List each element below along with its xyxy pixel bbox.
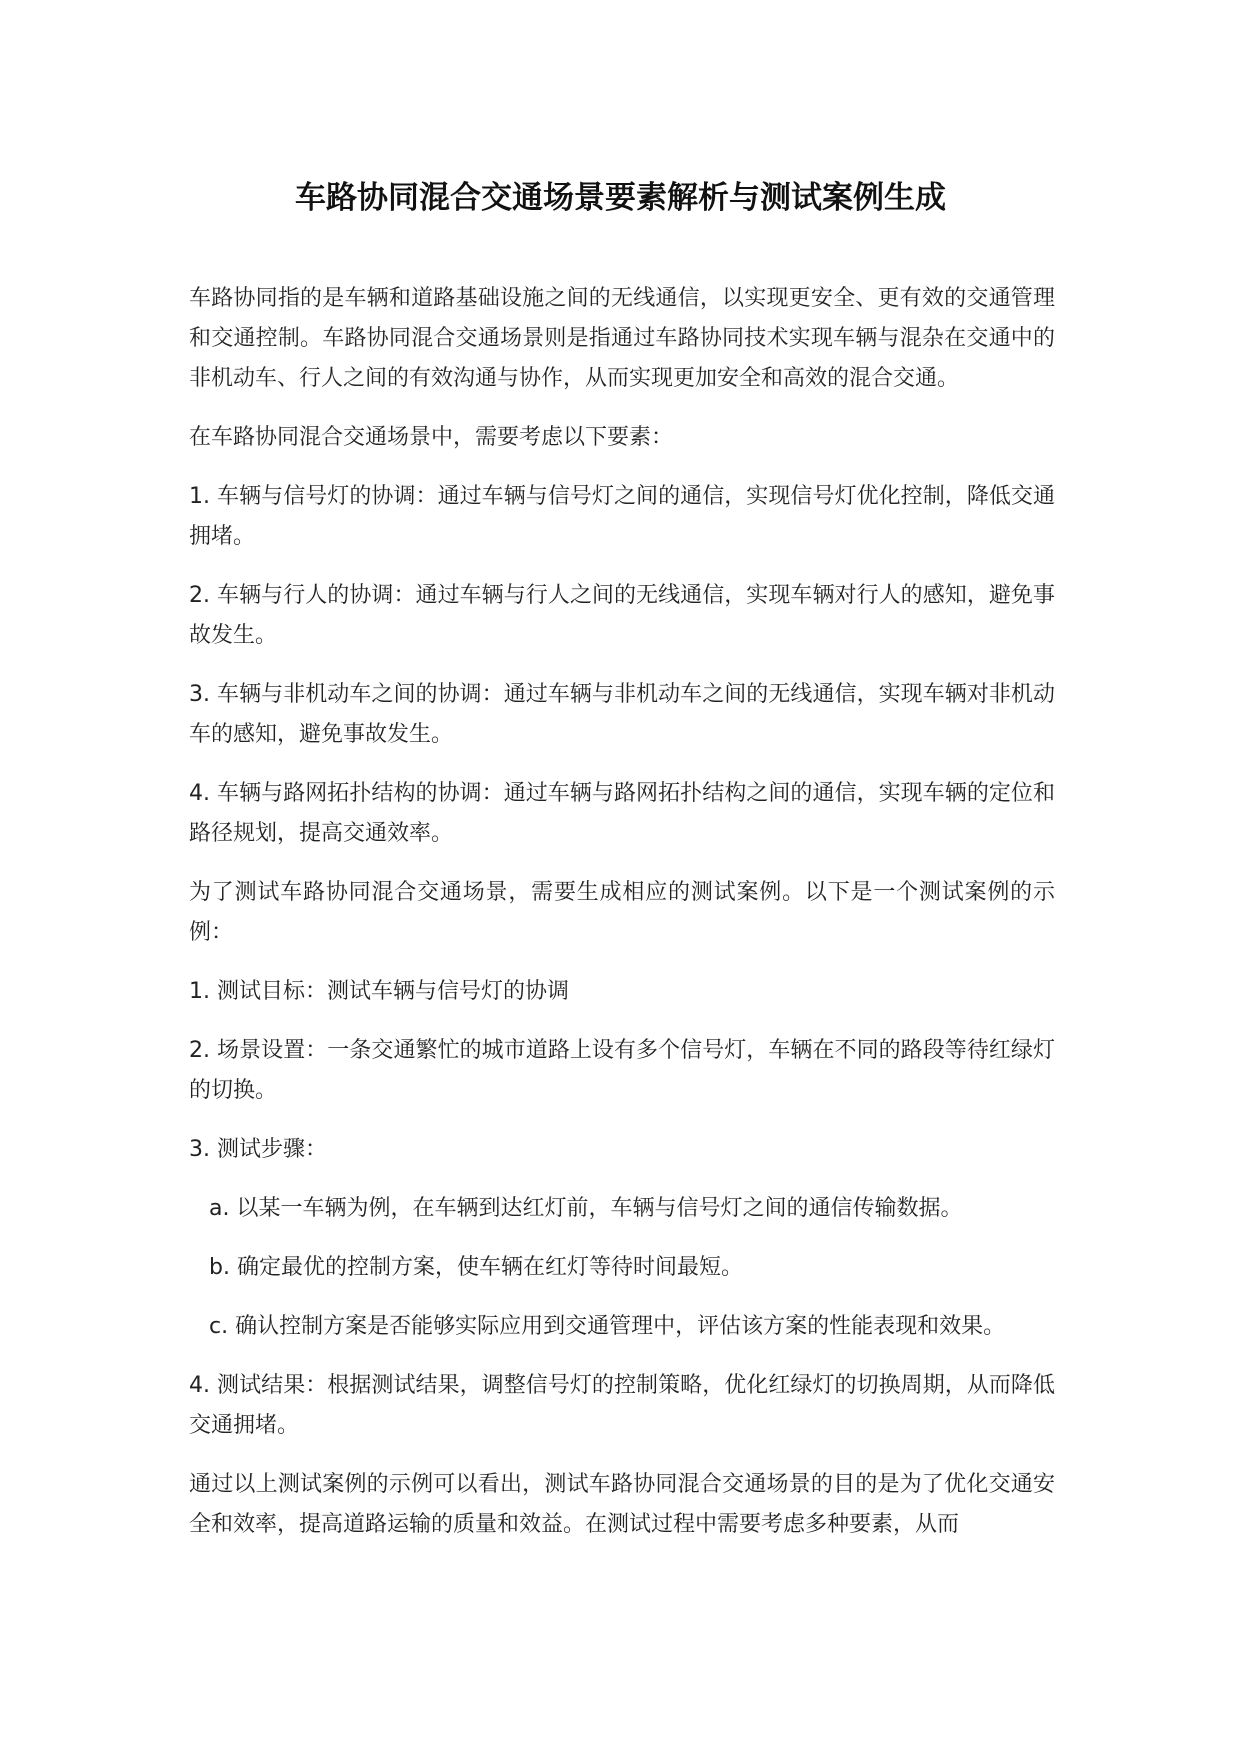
document-title: 车路协同混合交通场景要素解析与测试案例生成 [295,180,946,216]
list-item-element-4: 4. 车辆与路网拓扑结构的协调：通过车辆与路网拓扑结构之间的通信，实现车辆的定位和路径规划，提高交通效率。 [189,781,1055,846]
paragraph-intro: 车路协同指的是车辆和道路基础设施之间的无线通信，以实现更安全、更有效的交通管理和交通控制。车路协同混合交通场景则是指通过车路协同技术实现车辆与混杂在交通中的非机动车、行人之间的有效沟通与协作，从而实现更加安全和高效的混合交通。 [189,286,1055,391]
paragraph-elements-lead: 在车路协同混合交通场景中，需要考虑以下要素： [189,425,674,450]
list-item-test-goal: 1. 测试目标：测试车辆与信号灯的协调 [189,979,569,1004]
sub-item-step-b: b. 确定最优的控制方案，使车辆在红灯等待时间最短。 [209,1255,743,1280]
list-item-scene-setup: 2. 场景设置：一条交通繁忙的城市道路上设有多个信号灯，车辆在不同的路段等待红绿灯的切换。 [189,1038,1055,1103]
list-item-test-steps: 3. 测试步骤： [189,1137,327,1162]
paragraph-conclusion: 通过以上测试案例的示例可以看出，测试车路协同混合交通场景的目的是为了优化交通安全和效率，提高道路运输的质量和效益。在测试过程中需要考虑多种要素，从而 [189,1472,1055,1537]
list-item-element-1: 1. 车辆与信号灯的协调：通过车辆与信号灯之间的通信，实现信号灯优化控制，降低交通拥堵。 [189,484,1055,549]
document-body [189,279,1055,1564]
sub-item-step-c: c. 确认控制方案是否能够实际应用到交通管理中，评估该方案的性能表现和效果。 [209,1314,1006,1339]
list-item-element-3: 3. 车辆与非机动车之间的协调：通过车辆与非机动车之间的无线通信，实现车辆对非机动车的感知，避免事故发生。 [189,682,1055,747]
list-item-element-2: 2. 车辆与行人的协调：通过车辆与行人之间的无线通信，实现车辆对行人的感知，避免事故发生。 [189,583,1055,648]
paragraph-test-case-lead: 为了测试车路协同混合交通场景，需要生成相应的测试案例。以下是一个测试案例的示例： [189,880,1055,945]
list-item-test-result: 4. 测试结果：根据测试结果，调整信号灯的控制策略，优化红绿灯的切换周期，从而降低交通拥堵。 [189,1373,1055,1438]
sub-item-step-a: a. 以某一车辆为例，在车辆到达红灯前，车辆与信号灯之间的通信传输数据。 [209,1196,963,1221]
